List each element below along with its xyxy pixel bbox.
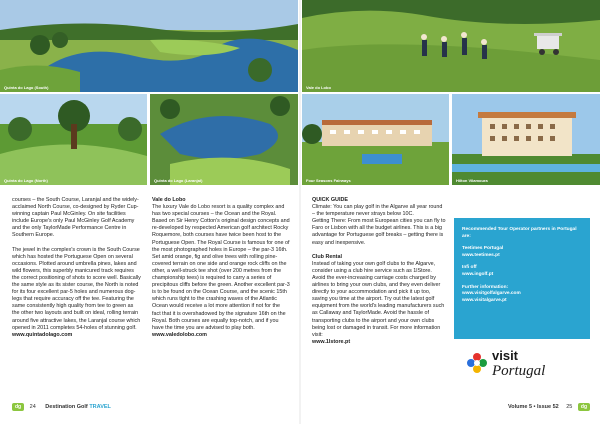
- sidebar-item-name: Teetimes Portugal: [462, 246, 504, 252]
- magazine-name: Destination Golf TRAVEL: [45, 404, 111, 410]
- section-heading: Vale do Lobo: [152, 197, 186, 203]
- visit-portugal-logo: [466, 346, 576, 386]
- section-heading: QUICK GUIDE: [312, 197, 348, 203]
- photo-caption: Hilton Vilamoura: [456, 178, 488, 183]
- logo-visit-text: visit: [492, 348, 519, 363]
- section-heading: Club Rental: [312, 253, 342, 260]
- footer-right: [508, 403, 590, 413]
- photo-caption: Vale do Lobo: [306, 85, 331, 90]
- photo-caption: Quinta do Lago (Laranjal): [154, 178, 203, 183]
- website-link[interactable]: www.quintadolago.com: [12, 331, 73, 338]
- photo-caption: Quinta do Lago (North): [4, 178, 48, 183]
- sidebar-item-name: Further information:: [462, 284, 509, 290]
- paragraph: The jewel in the complex's crown is the South Course which has hosted the Portuguese Open on several occasions. Plotted around umbrella pines, lakes and wild flowers, this superbly manicured track requires the correct positioning of shots to score well. Basically the same style as its sister course, the North is noted for its four excellent par-5 holes and numerous dog-legs that require accuracy off the tee. Featuring the same consistently high quality from tee to green as the other two layouts and built on ideal, rolling terrain around five attractive lakes, the Laranjal course which opened in 2011 completes 54-holes of stunning golf.: [12, 246, 141, 331]
- logo-portugal-text: Portugal: [492, 363, 546, 379]
- paragraph: Instead of taking your own golf clubs to the Algarve, consider using a club hire service such as 1lStore. Avoid the ever-increasing carriage costs charged by airlines to bring your own clubs, and they even deliver directly to your accommodation and pick it up too, saving you time at the airport. Try out the latest golf equipment from the world's leading manufacturers such as Callaway and TaylorMade. Avoid the hassle of transporting clubs to the airport and your own clubs being lost or damaged in transit. For more information visit:: [312, 260, 445, 338]
- logo-flower-icon: [466, 352, 488, 374]
- tour-operator-box: [454, 218, 590, 339]
- sidebar-title: Recommended Tour Operator partners in Portugal are:: [462, 227, 577, 239]
- website-link[interactable]: www.valedolobo.com: [152, 331, 207, 338]
- page-number: 24: [29, 404, 36, 410]
- sidebar-item-url[interactable]: www.teetimes.pt: [462, 252, 500, 258]
- sidebar-item-url[interactable]: www.visitgolfalgarve.com: [462, 291, 521, 297]
- footer-left: [12, 403, 111, 413]
- photo-hilton: [452, 94, 600, 185]
- photo-four-seasons: [302, 94, 449, 185]
- right-column: [312, 197, 446, 346]
- left-column: [12, 197, 142, 339]
- photo-vale-do-lobo: [302, 0, 600, 92]
- sidebar-item-url[interactable]: www.visitalgarve.pt: [462, 297, 507, 303]
- middle-column: [152, 197, 290, 339]
- photo-quinta-north: [0, 94, 147, 185]
- paragraph: Climate: You can play golf in the Algarve all year round – the temperature never strays below 10C. Getting There: From most European cities you can fly to Faro or Lisbon with all the budget airlines. This is a big advantage for Portuguese golf breaks – getting there is easy and inexpensive.: [312, 204, 446, 246]
- paragraph: The luxury Vale do Lobo resort is a quality complex and has two special courses – the Ocean and the Royal. Based on Sir Henry Cotton's original design concepts and re-developed by respected American golf architect Rocky Roquemore, both courses have twice been host to the Portuguese Open. The Royal Course is famous for one of the most photographed holes in Europe – the par-3 16th. Set amid orange, fig and olive trees with rolling pine-covered terrain on one side and orange rock cliffs on the other, a well-struck tee shot (over 200 metres from the championship tees) is required to carry a series of precipitous cliffs before the green. Another excellent par-3 is to be found on the Ocean Course, and the scenic 15th which runs tight to the crashing waves of the Atlantic Ocean would receive a lot more attention if not for the fact that it is overshadowed by the signature 16th on the Royal. Both courses are equally top-notch, and if you have the time you are advised to play both.: [152, 204, 290, 331]
- paragraph: courses – the South Course, Laranjal and the widely-acclaimed North Course, co-designed by Ryder Cup-winning captain Paul McGinley. On site facilities include Europe's only Paul McGinley Golf Academy and the only TaylorMade Performance Centre in Southern Europe.: [12, 197, 139, 239]
- photo-caption: Quinta do Lago (South): [4, 85, 49, 90]
- magazine-badge: dg: [12, 403, 24, 411]
- photo-caption: Four Seasons Fairways: [306, 178, 351, 183]
- sidebar-item-name: Infi off: [462, 265, 477, 271]
- page-number: 25: [566, 404, 573, 410]
- sidebar-item-url[interactable]: www.ingolf.pt: [462, 271, 494, 277]
- issue-info: Volume 5 • Issue 52: [507, 404, 559, 410]
- photo-quinta-south: [0, 0, 298, 92]
- photo-quinta-laranjal: [150, 94, 298, 185]
- magazine-badge: dg: [578, 403, 590, 411]
- website-link[interactable]: www.1lstore.pt: [312, 338, 351, 345]
- page-spine: [299, 0, 301, 424]
